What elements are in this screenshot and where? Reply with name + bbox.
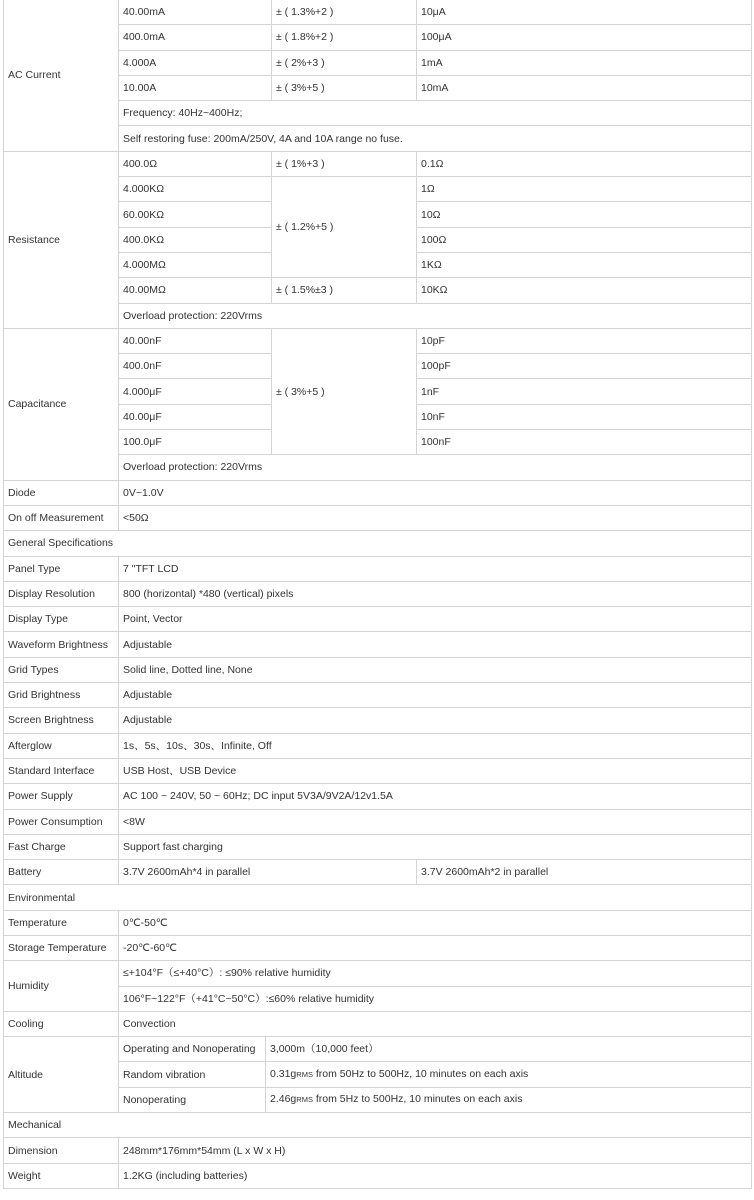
accuracy-cell: ± ( 1.5%±3 ) [272, 278, 417, 303]
row-value: 0V~1.0V [119, 480, 752, 505]
table-row [4, 632, 752, 657]
row-label: Storage Temperature [4, 935, 119, 960]
note-cell: Self restoring fuse: 200mA/250V, 4A and 10A range no fuse. [119, 126, 752, 151]
accuracy-cell: ± ( 3%+5 ) [272, 328, 417, 454]
row-label: Weight [4, 1163, 119, 1188]
accuracy-cell: ± ( 1.8%+2 ) [272, 25, 417, 50]
resolution-cell: 100μA [417, 25, 752, 50]
row-value: 7 "TFT LCD [119, 556, 752, 581]
accuracy-cell: ± ( 3%+5 ) [272, 75, 417, 100]
battery-value-alt: 3.7V 2600mAh*2 in parallel [417, 860, 752, 885]
capacitance-label: Capacitance [4, 328, 119, 480]
row-value: <50Ω [119, 505, 752, 530]
resolution-cell: 10pF [417, 328, 752, 353]
altitude-condition: Random vibration [119, 1062, 266, 1087]
section-header: Environmental [4, 885, 752, 910]
row-label: Altitude [4, 1037, 119, 1113]
range-cell: 40.00MΩ [119, 278, 272, 303]
ac-current-label: AC Current [4, 0, 119, 151]
table-row [4, 581, 752, 606]
row-value: Support fast charging [119, 834, 752, 859]
table-row [4, 505, 752, 530]
table-row [4, 480, 752, 505]
row-value: AC 100 ~ 240V, 50 ~ 60Hz; DC input 5V3A/9V2A/12v1.5A [119, 784, 752, 809]
row-label: Fast Charge [4, 834, 119, 859]
accuracy-cell: ± ( 1%+3 ) [272, 151, 417, 176]
table-row [4, 657, 752, 682]
row-value: 800 (horizontal) *480 (vertical) pixels [119, 581, 752, 606]
range-cell: 4.000μF [119, 379, 272, 404]
resolution-cell: 0.1Ω [417, 151, 752, 176]
table-row [4, 834, 752, 859]
range-cell: 400.0KΩ [119, 227, 272, 252]
table-row [4, 531, 752, 556]
table-row [4, 708, 752, 733]
table-row [4, 809, 752, 834]
table-row [4, 935, 752, 960]
table-row [4, 885, 752, 910]
note-cell: Overload protection: 220Vrms [119, 303, 752, 328]
row-label: Afterglow [4, 733, 119, 758]
resolution-cell: 1KΩ [417, 252, 752, 277]
row-value: Convection [119, 1011, 752, 1036]
row-value: 1.2KG (including batteries) [119, 1163, 752, 1188]
resolution-cell: 10Ω [417, 202, 752, 227]
row-value: Solid line, Dotted line, None [119, 657, 752, 682]
range-cell: 400.0mA [119, 25, 272, 50]
table-row [4, 784, 752, 809]
row-value: Adjustable [119, 708, 752, 733]
resolution-cell: 1Ω [417, 177, 752, 202]
row-value: Point, Vector [119, 607, 752, 632]
row-label: Panel Type [4, 556, 119, 581]
range-cell: 4.000MΩ [119, 252, 272, 277]
row-label: Humidity [4, 961, 119, 1012]
row-value: ≤+104°F（≤+40°C）: ≤90% relative humidity [119, 961, 752, 986]
section-header: General Specifications [4, 531, 752, 556]
table-row [4, 860, 752, 885]
table-row [4, 0, 752, 25]
table-row [4, 1011, 752, 1036]
table-row [4, 961, 752, 986]
range-cell: 10.00A [119, 75, 272, 100]
row-label: Display Type [4, 607, 119, 632]
row-value: Adjustable [119, 683, 752, 708]
range-cell: 60.00KΩ [119, 202, 272, 227]
table-row [4, 733, 752, 758]
row-value: 106°F~122°F（+41°C~50°C）:≤60% relative humidity [119, 986, 752, 1011]
resolution-cell: 10mA [417, 75, 752, 100]
resolution-cell: 1mA [417, 50, 752, 75]
resolution-cell: 100nF [417, 430, 752, 455]
table-row [4, 1113, 752, 1138]
row-label: On off Measurement [4, 505, 119, 530]
row-label: Diode [4, 480, 119, 505]
row-label: Display Resolution [4, 581, 119, 606]
specifications-table [3, 0, 752, 1189]
row-label: Power Supply [4, 784, 119, 809]
accuracy-cell: ± ( 1.3%+2 ) [272, 0, 417, 25]
note-cell: Frequency: 40Hz~400Hz; [119, 101, 752, 126]
resolution-cell: 100pF [417, 354, 752, 379]
table-row [4, 556, 752, 581]
resolution-cell: 100Ω [417, 227, 752, 252]
table-row [4, 683, 752, 708]
range-cell: 40.00μF [119, 404, 272, 429]
row-label: Waveform Brightness [4, 632, 119, 657]
row-value: Adjustable [119, 632, 752, 657]
table-row [4, 151, 752, 176]
table-row [4, 607, 752, 632]
row-value: USB Host、USB Device [119, 758, 752, 783]
row-label: Cooling [4, 1011, 119, 1036]
section-header: Mechanical [4, 1113, 752, 1138]
row-label: Battery [4, 860, 119, 885]
table-row [4, 1138, 752, 1163]
row-value: -20℃-60℃ [119, 935, 752, 960]
resolution-cell: 10KΩ [417, 278, 752, 303]
altitude-value: 3,000m（10,000 feet） [266, 1037, 752, 1062]
row-value: 1s、5s、10s、30s、Infinite, Off [119, 733, 752, 758]
resolution-cell: 1nF [417, 379, 752, 404]
range-cell: 40.00mA [119, 0, 272, 25]
row-value: <8W [119, 809, 752, 834]
range-cell: 400.0nF [119, 354, 272, 379]
row-value: 248mm*176mm*54mm (L x W x H) [119, 1138, 752, 1163]
altitude-condition: Operating and Nonoperating [119, 1037, 266, 1062]
range-cell: 400.0Ω [119, 151, 272, 176]
table-row [4, 758, 752, 783]
resolution-cell: 10nF [417, 404, 752, 429]
altitude-condition: Nonoperating [119, 1087, 266, 1112]
note-cell: Overload protection: 220Vrms [119, 455, 752, 480]
row-value: 0℃-50℃ [119, 910, 752, 935]
resolution-cell: 10μA [417, 0, 752, 25]
range-cell: 40.00nF [119, 328, 272, 353]
accuracy-cell: ± ( 1.2%+5 ) [272, 177, 417, 278]
row-label: Grid Brightness [4, 683, 119, 708]
resistance-label: Resistance [4, 151, 119, 328]
table-row [4, 1163, 752, 1188]
table-row [4, 910, 752, 935]
row-label: Grid Types [4, 657, 119, 682]
row-label: Standard Interface [4, 758, 119, 783]
range-cell: 4.000A [119, 50, 272, 75]
battery-value: 3.7V 2600mAh*4 in parallel [119, 860, 417, 885]
table-row [4, 1037, 752, 1062]
row-label: Screen Brightness [4, 708, 119, 733]
altitude-value: 0.31gRMS from 50Hz to 500Hz, 10 minutes on each axis [266, 1062, 752, 1087]
row-label: Power Consumption [4, 809, 119, 834]
range-cell: 4.000KΩ [119, 177, 272, 202]
range-cell: 100.0μF [119, 430, 272, 455]
accuracy-cell: ± ( 2%+3 ) [272, 50, 417, 75]
row-label: Temperature [4, 910, 119, 935]
altitude-value: 2.46gRMS from 5Hz to 500Hz, 10 minutes on each axis [266, 1087, 752, 1112]
row-label: Dimension [4, 1138, 119, 1163]
table-row [4, 328, 752, 353]
